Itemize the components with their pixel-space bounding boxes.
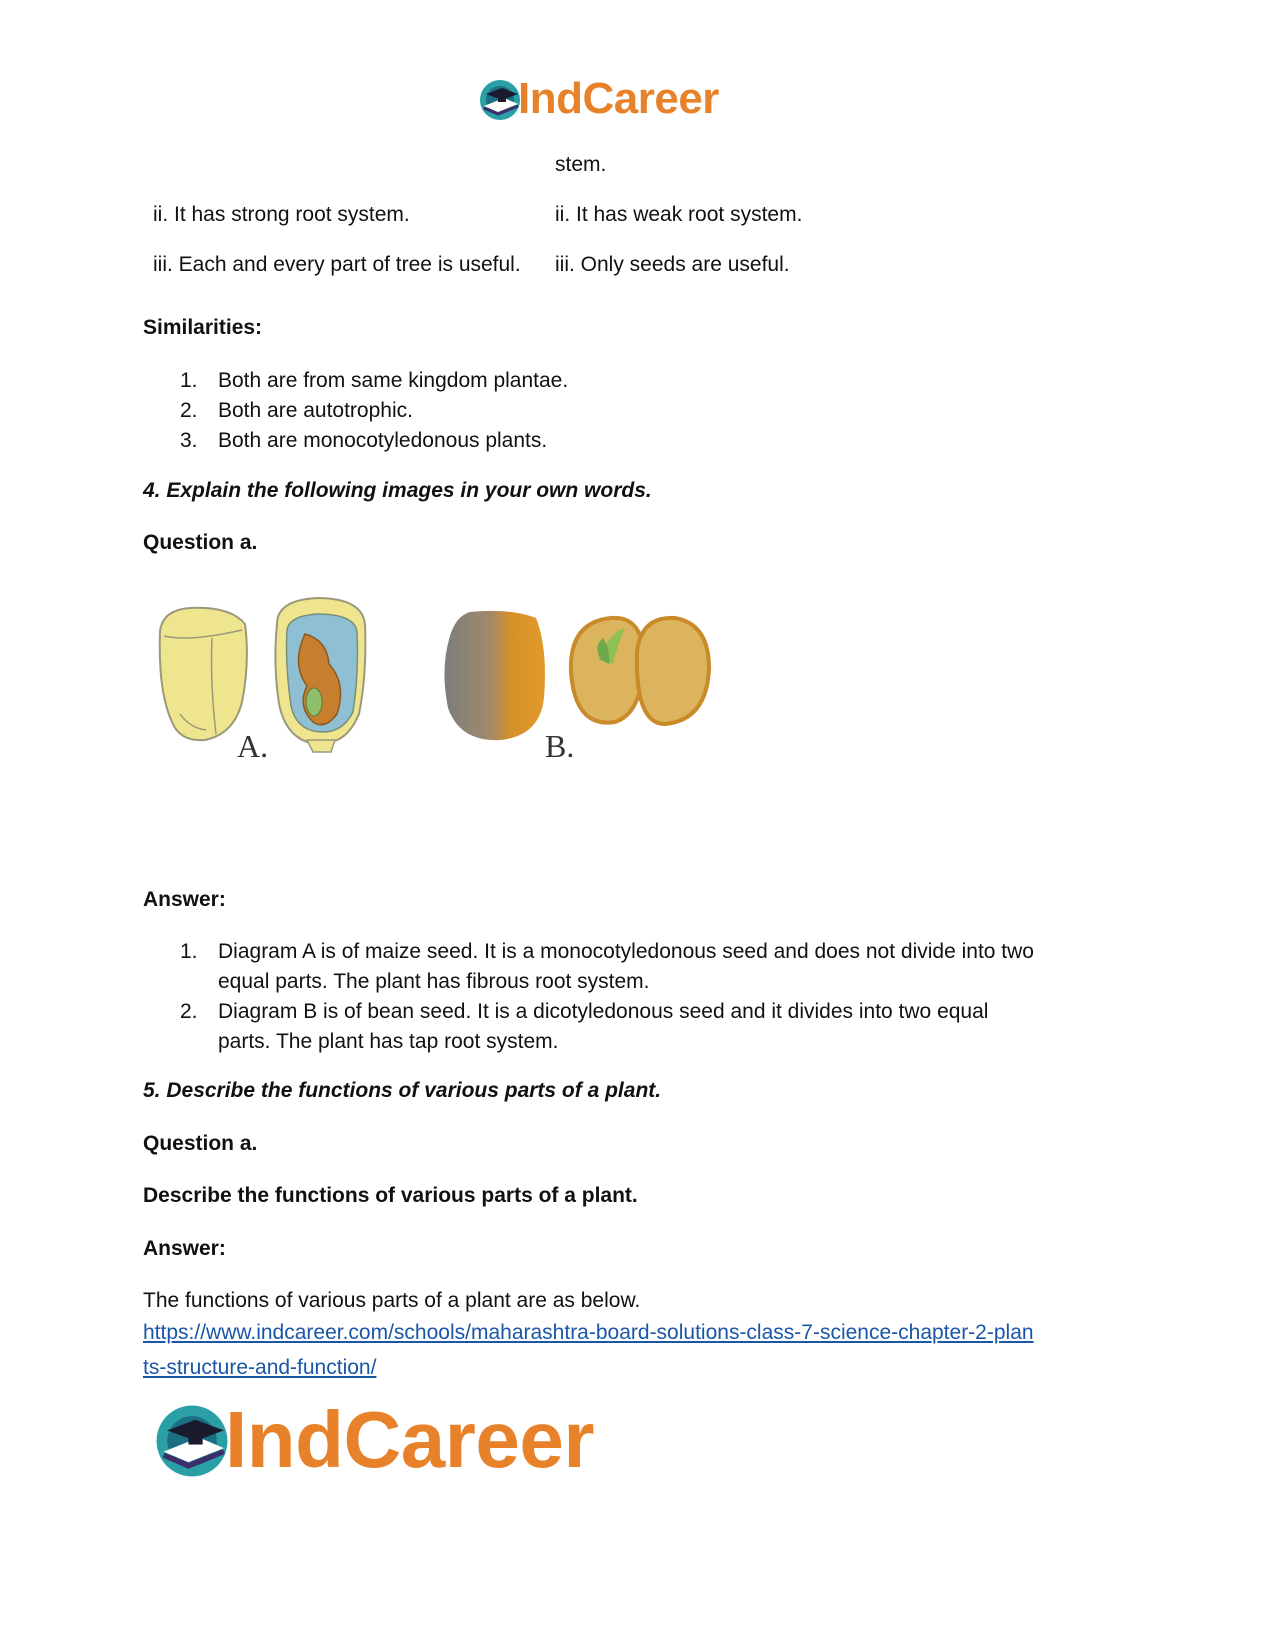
- footer-logo-text: IndCareer: [225, 1395, 594, 1484]
- seed-figure: [145, 590, 725, 810]
- maize-seed-whole: [150, 602, 255, 742]
- table-row-2-left: iii. Each and every part of tree is useful.: [153, 253, 521, 276]
- maize-seed-section: [267, 594, 372, 754]
- question-5a-label: Question a.: [143, 1132, 258, 1155]
- header-logo: [478, 76, 748, 124]
- question-4a-answer-label: Answer:: [143, 888, 226, 911]
- question-4a-label: Question a.: [143, 531, 258, 554]
- list-item: 2. Diagram B is of bean seed. It is a dicotyledonous seed and it divides into two equal parts. The plant has tap root system.: [180, 1000, 989, 1053]
- similarities-list: [143, 366, 1143, 456]
- list-item: 2. Both are autotrophic.: [180, 399, 413, 422]
- solution-link[interactable]: https://www.indcareer.com/schools/maharashtra-board-solutions-class-7-science-chapter-2-plan ts-structure-and-function/: [143, 1321, 1034, 1379]
- question-5a-text: Describe the functions of various parts of a plant.: [143, 1184, 638, 1207]
- question-5-heading: 5. Describe the functions of various parts of a plant.: [143, 1079, 662, 1102]
- graduation-book-icon: [478, 78, 522, 122]
- figure-label-b: B.: [545, 728, 575, 764]
- question-5a-answer-label: Answer:: [143, 1237, 226, 1260]
- table-cell-right-continued: stem.: [555, 153, 607, 176]
- table-row-1-left: ii. It has strong root system.: [153, 203, 410, 226]
- figure-label-a: A.: [237, 728, 269, 764]
- table-row-1-right: ii. It has weak root system.: [555, 203, 803, 226]
- question-5a-answer-text: The functions of various parts of a plant are as below.: [143, 1289, 641, 1312]
- question-4-heading: 4. Explain the following images in your own words.: [143, 479, 652, 502]
- bean-seed-split: [565, 612, 713, 730]
- list-item: 1. Both are from same kingdom plantae.: [180, 369, 569, 392]
- bean-seed-whole: [440, 608, 548, 743]
- header-logo-text: IndCareer: [518, 74, 719, 123]
- list-item: 3. Both are monocotyledonous plants.: [180, 429, 548, 452]
- graduation-book-icon: [153, 1402, 231, 1480]
- question-4a-answer-list: [143, 937, 1143, 1057]
- table-row-2-right: iii. Only seeds are useful.: [555, 253, 790, 276]
- similarities-heading: Similarities:: [143, 316, 263, 339]
- footer-logo: [153, 1395, 673, 1484]
- list-item: 1. Diagram A is of maize seed. It is a monocotyledonous seed and does not divide into two equal parts. The plant has fibrous root system.: [180, 940, 1034, 993]
